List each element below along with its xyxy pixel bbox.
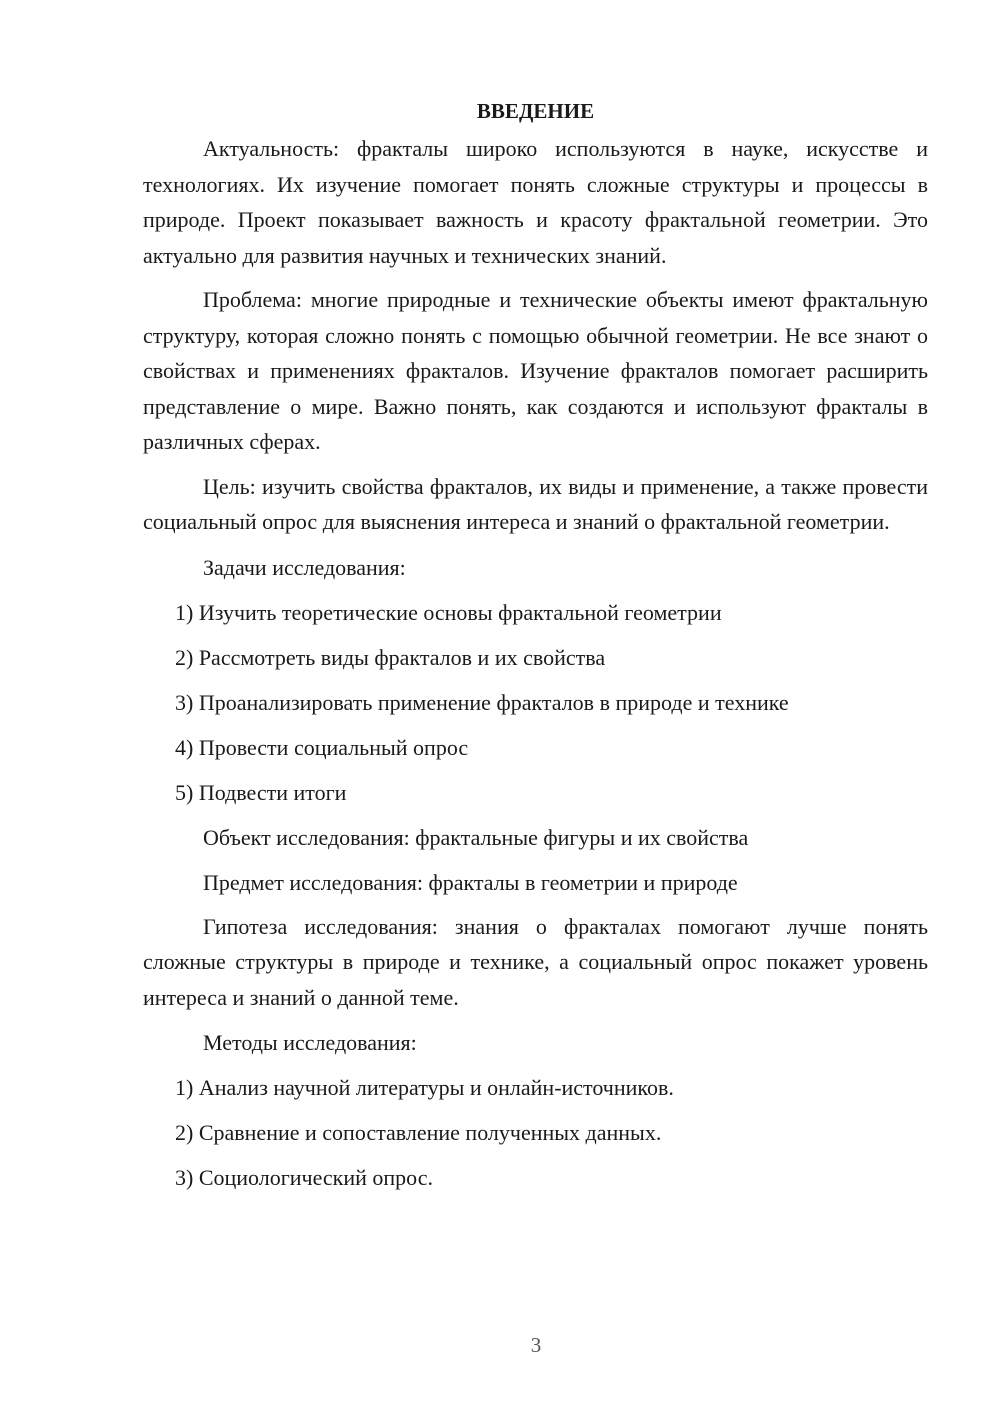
task-item: 3) Проанализировать применение фракталов в природе и технике bbox=[175, 689, 789, 715]
methods-heading: Методы исследования: bbox=[203, 1030, 417, 1055]
task-item: 2) Рассмотреть виды фракталов и их свойства bbox=[175, 644, 606, 670]
research-subject: Предмет исследования: фракталы в геометрии и природе bbox=[203, 869, 738, 895]
goal-paragraph: Цель: изучить свойства фракталов, их виды и применение, а также провести социальный опрос для выяснения интереса и знаний о фрактальной геометрии. bbox=[143, 473, 928, 534]
method-item: 1) Анализ научной литературы и онлайн-источников. bbox=[175, 1075, 674, 1100]
research-object: Объект исследования: фрактальные фигуры и их свойства bbox=[203, 824, 749, 850]
section-title: ВВЕДЕНИЕ bbox=[476, 99, 595, 123]
relevance-paragraph: Актуальность: фракталы широко используются в науке, искусстве и технологиях. Их изучение помогает понять сложные структуры и процессы в природе. Проект показывает важность и красоту фрактальной геометрии. Это актуально для развития научных и технических знаний. bbox=[143, 136, 928, 268]
method-item: 2) Сравнение и сопоставление полученных данных. bbox=[175, 1120, 662, 1145]
task-item: 5) Подвести итоги bbox=[175, 779, 347, 805]
task-item: 4) Провести социальный опрос bbox=[175, 734, 469, 760]
task-item: 1) Изучить теоретические основы фрактальной геометрии bbox=[175, 599, 722, 625]
method-item: 3) Социологический опрос. bbox=[175, 1165, 433, 1190]
tasks-heading: Задачи исследования: bbox=[203, 554, 406, 580]
hypothesis-paragraph: Гипотеза исследования: знания о фракталах помогают лучше понять сложные структуры в природе и технике, а социальный опрос покажет уровень интереса и знаний о данной теме. bbox=[143, 913, 928, 1010]
page-number: 3 bbox=[530, 1333, 542, 1357]
problem-paragraph: Проблема: многие природные и технические объекты имеют фрактальную структуру, которая сложно понять с помощью обычной геометрии. Не все знают о свойствах и применениях фракталов. Изучение фракталов помогает расширить представление о мире. Важно понять, как создаются и используют фракталы в различных сферах. bbox=[143, 287, 928, 454]
methods-list bbox=[143, 1070, 928, 1195]
page-content bbox=[143, 96, 928, 1195]
tasks-list bbox=[143, 595, 928, 810]
